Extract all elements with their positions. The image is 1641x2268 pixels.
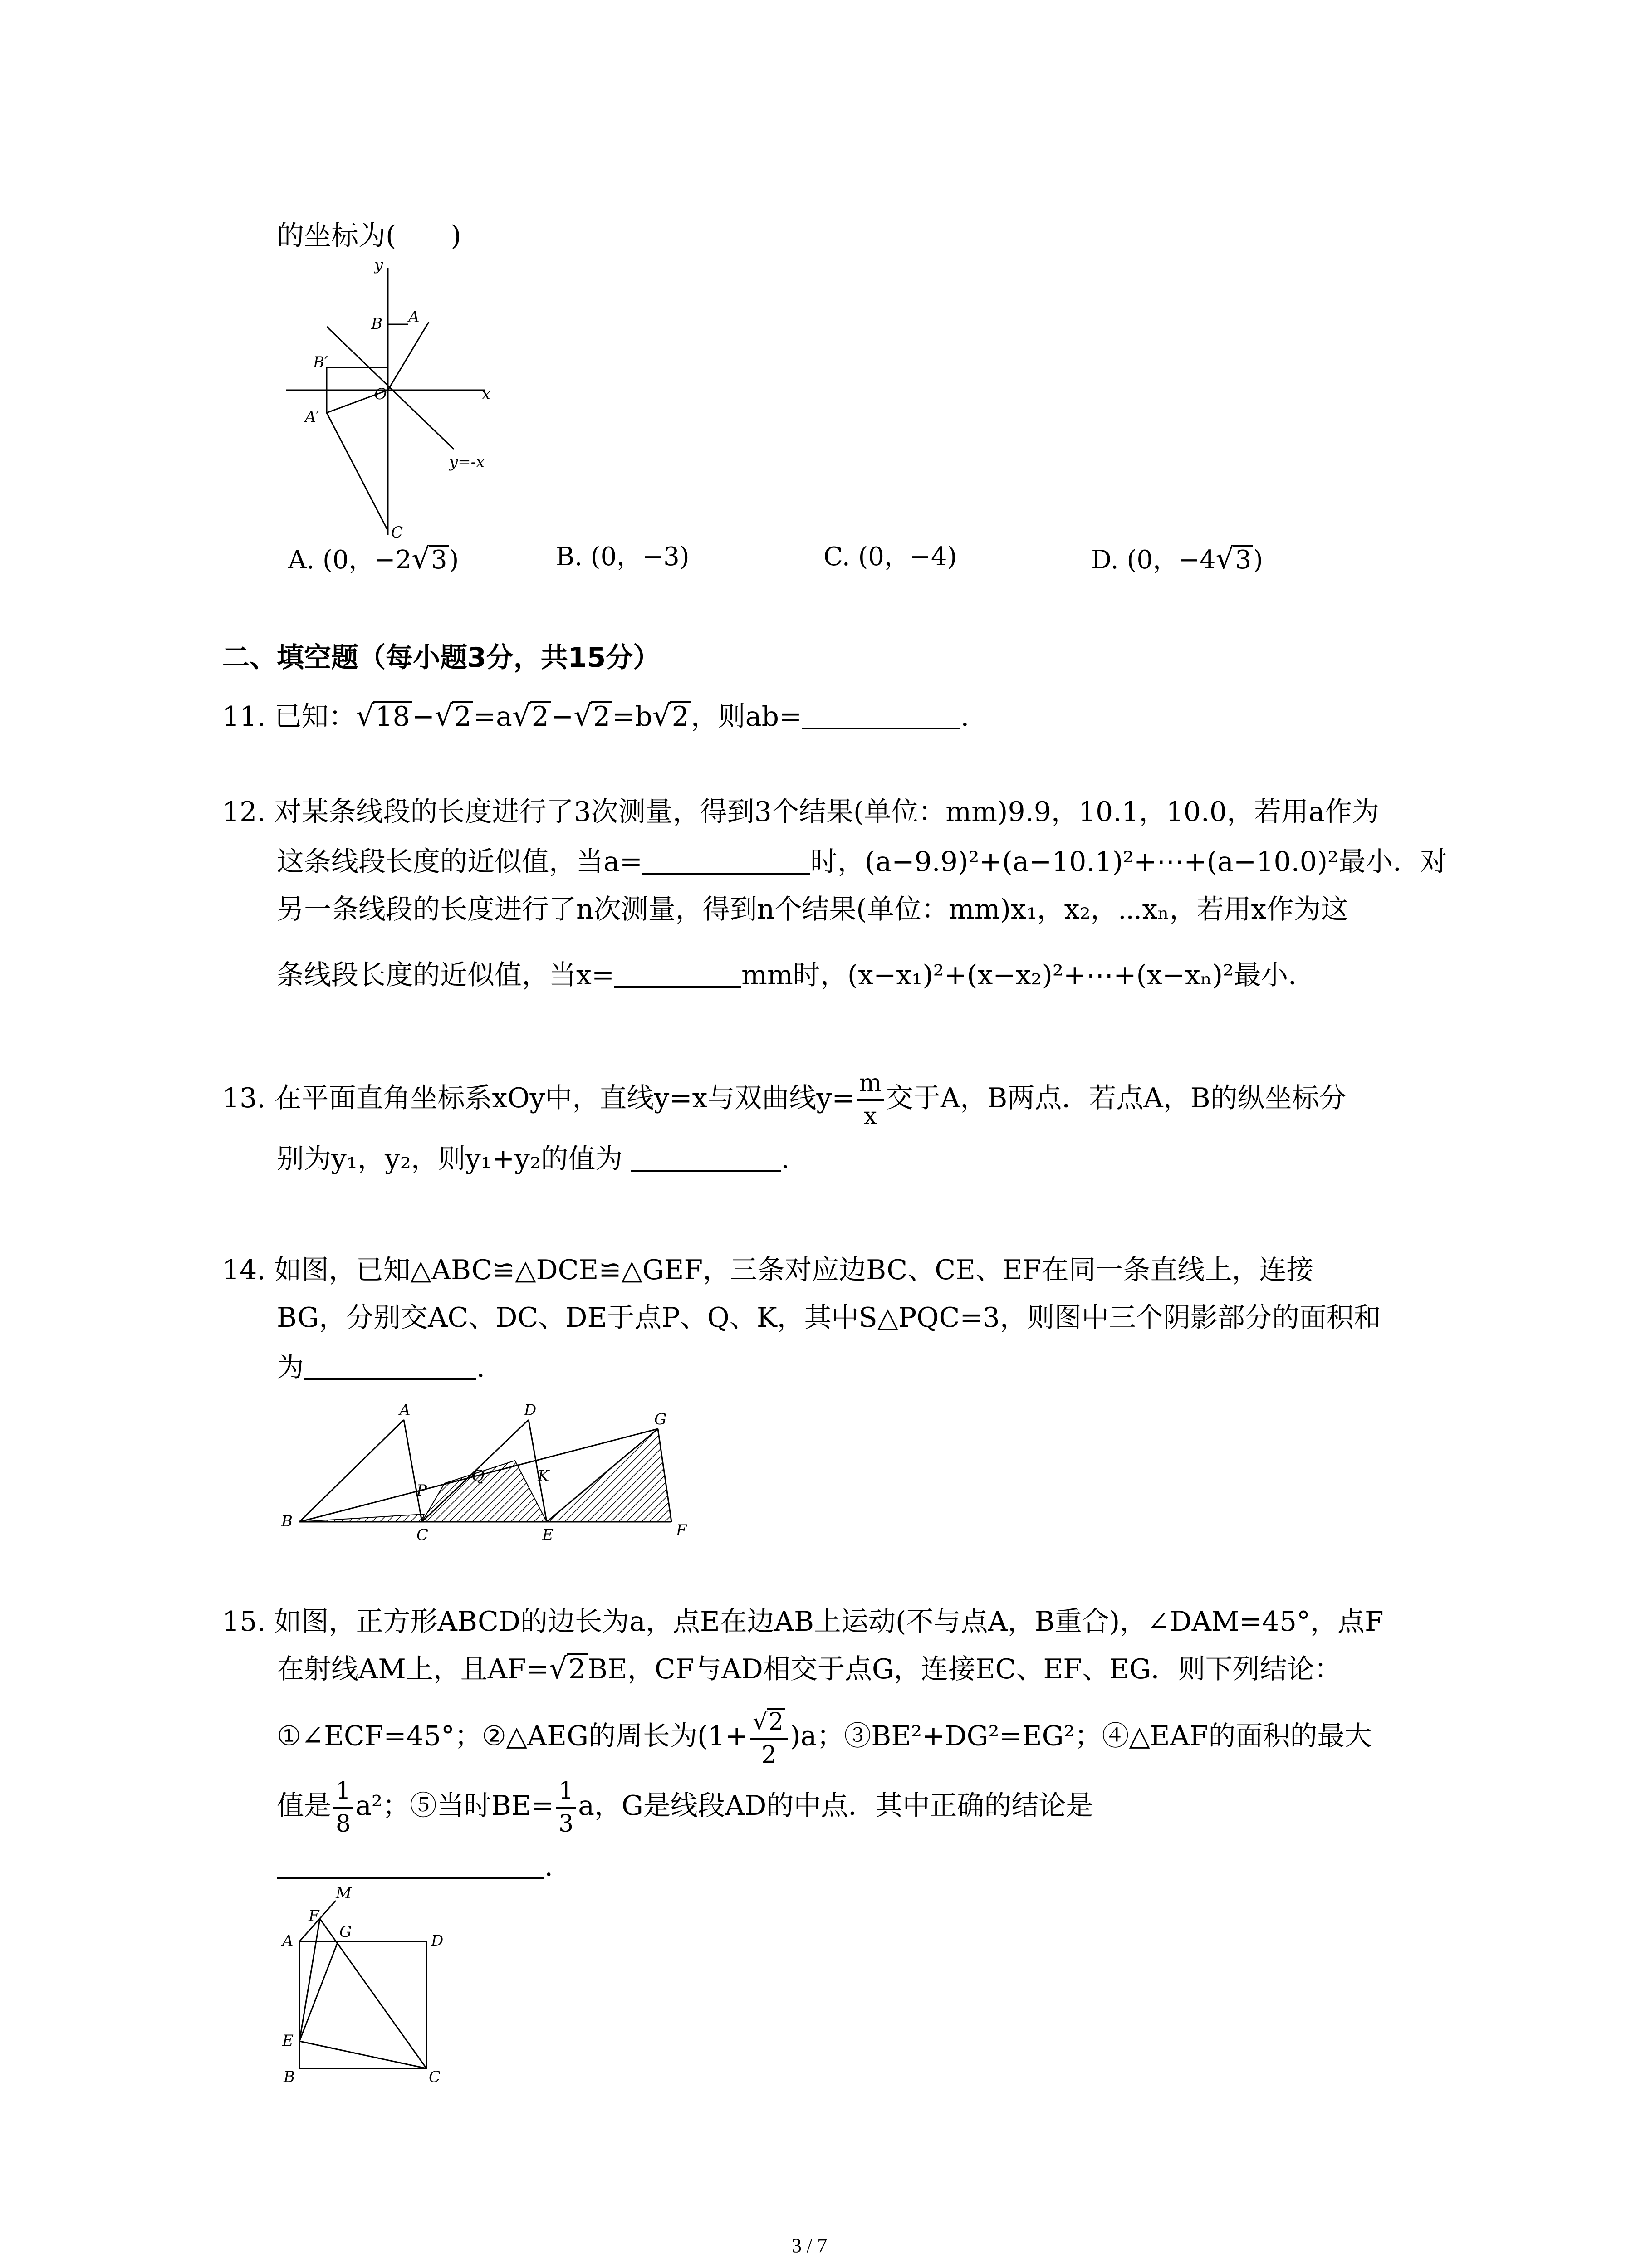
page-number: 3 / 7 (792, 2234, 828, 2257)
fig15-label-M: M (336, 1884, 352, 1902)
q12-line-1: 12. 对某条线段的长度进行了3次测量，得到3个结果(单位：mm)9.9，10.1，10.0，若用a作为 (222, 796, 1379, 828)
q12-answer-blank-2[interactable] (614, 962, 741, 988)
q15-figure (272, 1882, 463, 2096)
fig14-label-B: B (281, 1512, 293, 1530)
fig14-label-P: P (416, 1481, 427, 1500)
fig10-label-y: y (374, 256, 383, 274)
fig15-label-G: G (339, 1923, 352, 1941)
fig14-label-C: C (416, 1526, 429, 1544)
q15-line-5: . (277, 1853, 553, 1880)
fig15-label-D: D (431, 1932, 444, 1950)
fig10-label-B: B (371, 315, 382, 333)
section-heading: 二、填空题（每小题3分，共15分） (222, 642, 661, 674)
fig10-label-Ap: A′ (305, 408, 320, 426)
q12-line-3: 另一条线段的长度进行了n次测量，得到n个结果(单位：mm)x₁，x₂，⋯xₙ，若用x作为这 (277, 894, 1348, 925)
fig15-label-E: E (282, 2032, 294, 2050)
q15-line-4: 值是 $\frac{1}{8}$ a²；⑤当时BE= $\frac{1}{3}$ a，G是线段AD的中点．其中正确的结论是 (277, 1777, 1093, 1838)
q10-option-d[interactable]: D. (0，−4√3) (1091, 542, 1263, 576)
fig14-label-F: F (676, 1521, 687, 1540)
q10-tail-text: 的坐标为( ) (277, 220, 461, 252)
q11-answer-blank[interactable] (802, 703, 960, 729)
q10-option-c[interactable]: C. (0，−4) (823, 542, 957, 572)
fig14-label-E: E (542, 1526, 554, 1544)
fig10-label-C: C (391, 523, 403, 542)
fig14-label-G: G (654, 1410, 667, 1428)
fig10-label-x: x (482, 385, 491, 403)
fig14-label-A: A (399, 1401, 411, 1419)
q15-fraction-root2-over-2: $\frac{√2}{2}$ (750, 1708, 788, 1768)
fig14-label-Q: Q (472, 1467, 485, 1485)
q15-line-2: 在射线AM上，且AF=√2BE，CF与AD相交于点G，连接EC、EF、EG．则下列结论： (277, 1652, 1342, 1686)
q13-fraction: $\frac{m}{x}$ (857, 1070, 884, 1129)
q12-line-2: 这条线段长度的近似值，当a= 时，(a−9.9)²+(a−10.1)²+⋯+(a−10.0)²最小．对 (277, 846, 1448, 878)
fig10-label-Bp: B′ (313, 353, 328, 371)
fig10-label-A: A (408, 308, 420, 326)
q14-line-1: 14. 如图，已知△ABC≌△DCE≌△GEF，三条对应边BC、CE、EF在同一条直线上，连接 (222, 1254, 1314, 1286)
fig10-label-line: y=-x (449, 453, 485, 471)
q15-line-3: ①∠ECF=45°；②△AEG的周长为(1+ $\frac{√2}{2}$ )a；③BE²+DG²=EG²；④△EAF的面积的最大 (277, 1708, 1372, 1769)
q12-answer-blank-1[interactable] (642, 848, 810, 875)
fig14-label-D: D (524, 1401, 537, 1419)
fig15-label-C: C (429, 2068, 441, 2086)
q14-line-2: BG，分别交AC、DC、DE于点P、Q、K，其中S△PQC=3，则图中三个阴影部分的面积和 (277, 1302, 1381, 1334)
q14-line-3: 为 . (277, 1352, 485, 1383)
fig14-label-K: K (538, 1467, 549, 1485)
fig15-label-A: A (282, 1932, 294, 1950)
q15-fraction-1-8: $\frac{1}{8}$ (333, 1778, 353, 1837)
q15-line-1: 15. 如图，正方形ABCD的边长为a，点E在边AB上运动(不与点A，B重合)，∠DAM=45°，点F (222, 1606, 1384, 1637)
q14-answer-blank[interactable] (304, 1354, 476, 1380)
q14-figure (272, 1390, 708, 1545)
q12-line-4: 条线段长度的近似值，当x= mm时，(x−x₁)²+(x−x₂)²+⋯+(x−xₙ)²最小． (277, 959, 1316, 991)
q11-line: 11. 已知：√18−√2=a√2−√2=b√2，则ab= . (222, 699, 970, 733)
fig10-label-O: O (374, 385, 387, 403)
q13-line-1: 13. 在平面直角坐标系xOy中，直线y=x与双曲线y= $\frac{m}{x}$ 交于A，B两点．若点A，B的纵坐标分 (222, 1070, 1347, 1130)
q10-figure (272, 254, 526, 544)
q13-answer-blank[interactable] (631, 1145, 781, 1172)
q15-answer-blank[interactable] (277, 1853, 544, 1879)
q15-fraction-1-3: $\frac{1}{3}$ (556, 1778, 576, 1837)
fig15-label-F: F (309, 1907, 319, 1925)
q13-line-2: 别为y₁，y₂，则y₁+y₂的值为 . (277, 1143, 790, 1175)
fig15-label-B: B (284, 2068, 295, 2086)
q10-option-b[interactable]: B. (0，−3) (556, 542, 690, 572)
q10-option-a[interactable]: A. (0，−2√3) (288, 542, 459, 576)
